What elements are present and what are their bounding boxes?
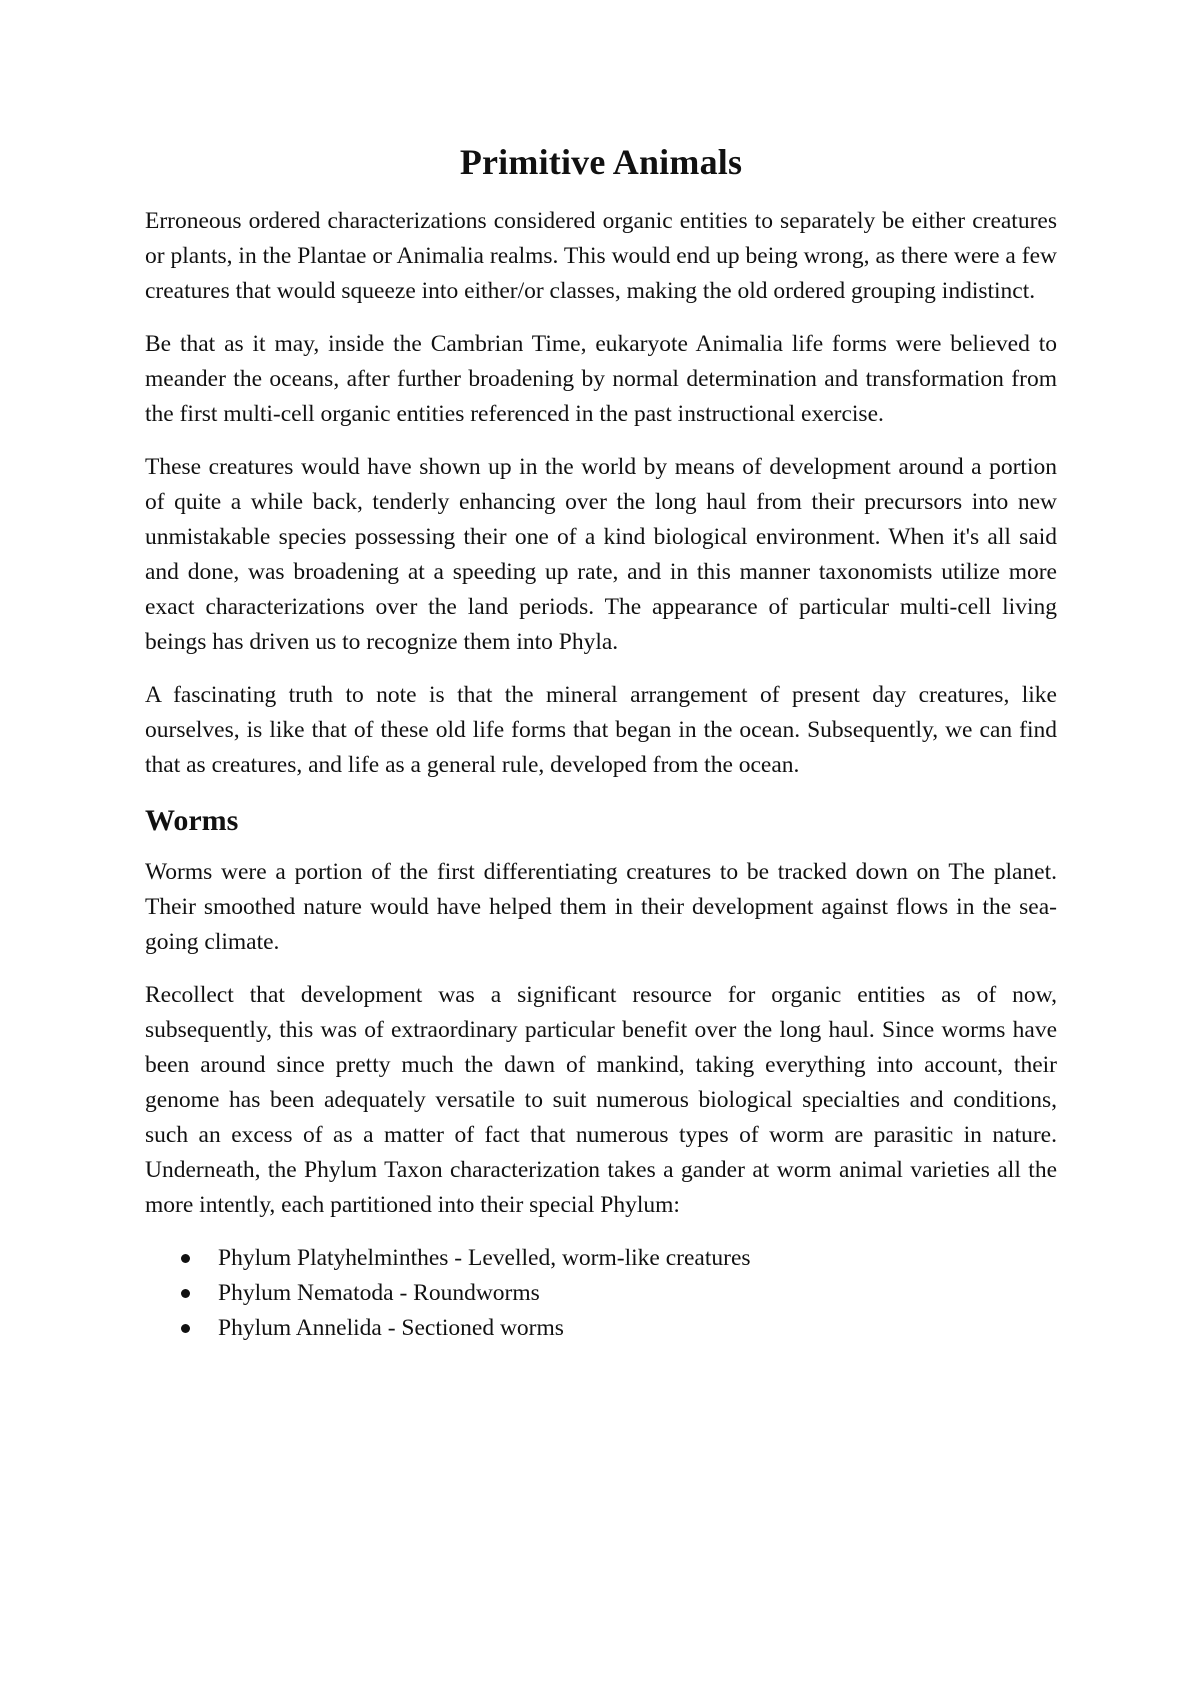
section-paragraph: Recollect that development was a significant resource for organic entities as of now, subsequently, this was of extraordinary particular benefit over the long haul. Since worms have been around since pretty much the dawn of mankind, taking everything into account, their genome has been adequately versatile to suit numerous biological specialties and conditions, such an excess of as a matter of fact that numerous types of worm are parasitic in nature. Underneath, the Phylum Taxon characterization takes a gander at worm animal varieties all the more intently, each partitioned into their special Phylum: <box>145 982 1057 1218</box>
list-item <box>145 1311 1057 1346</box>
bullet-icon <box>181 1289 190 1298</box>
phylum-bullet-list <box>145 1241 1057 1346</box>
intro-paragraph: These creatures would have shown up in the world by means of development around a portion of quite a while back, tenderly enhancing over the long haul from their precursors into new unmistakable species possessing their one of a kind biological environment. When it's all said and done, was broadening at a speeding up rate, and in this manner taxonomists utilize more exact characterizations over the land periods. The appearance of particular multi-cell living beings has driven us to recognize them into Phyla. <box>145 454 1057 655</box>
intro-paragraph: A fascinating truth to note is that the mineral arrangement of present day creatures, like ourselves, is like that of these old life forms that began in the ocean. Subsequently, we can find that as creatures, and life as a general rule, developed from the ocean. <box>145 682 1057 778</box>
list-item-text: Phylum Platyhelminthes - Levelled, worm-like creatures <box>218 1245 751 1271</box>
list-item-text: Phylum Nematoda - Roundworms <box>218 1280 540 1306</box>
bullet-icon <box>181 1324 190 1333</box>
intro-paragraph: Be that as it may, inside the Cambrian Time, eukaryote Animalia life forms were believed to meander the oceans, after further broadening by normal determination and transformation from the first multi-cell organic entities referenced in the past instructional exercise. <box>145 331 1057 427</box>
list-item <box>145 1276 1057 1311</box>
section-paragraph: Worms were a portion of the first differentiating creatures to be tracked down on The planet. Their smoothed nature would have helped them in their development against flows in the sea-going climate. <box>145 859 1057 955</box>
list-item <box>145 1241 1057 1276</box>
bullet-icon <box>181 1254 190 1263</box>
intro-paragraph: Erroneous ordered characterizations considered organic entities to separately be either creatures or plants, in the Plantae or Animalia realms. This would end up being wrong, as there were a few creatures that would squeeze into either/or classes, making the old ordered grouping indistinct. <box>145 208 1057 304</box>
document-page <box>145 138 1057 1346</box>
section-heading-worms: Worms <box>145 804 239 837</box>
list-item-text: Phylum Annelida - Sectioned worms <box>218 1315 564 1341</box>
document-title: Primitive Animals <box>459 142 743 182</box>
